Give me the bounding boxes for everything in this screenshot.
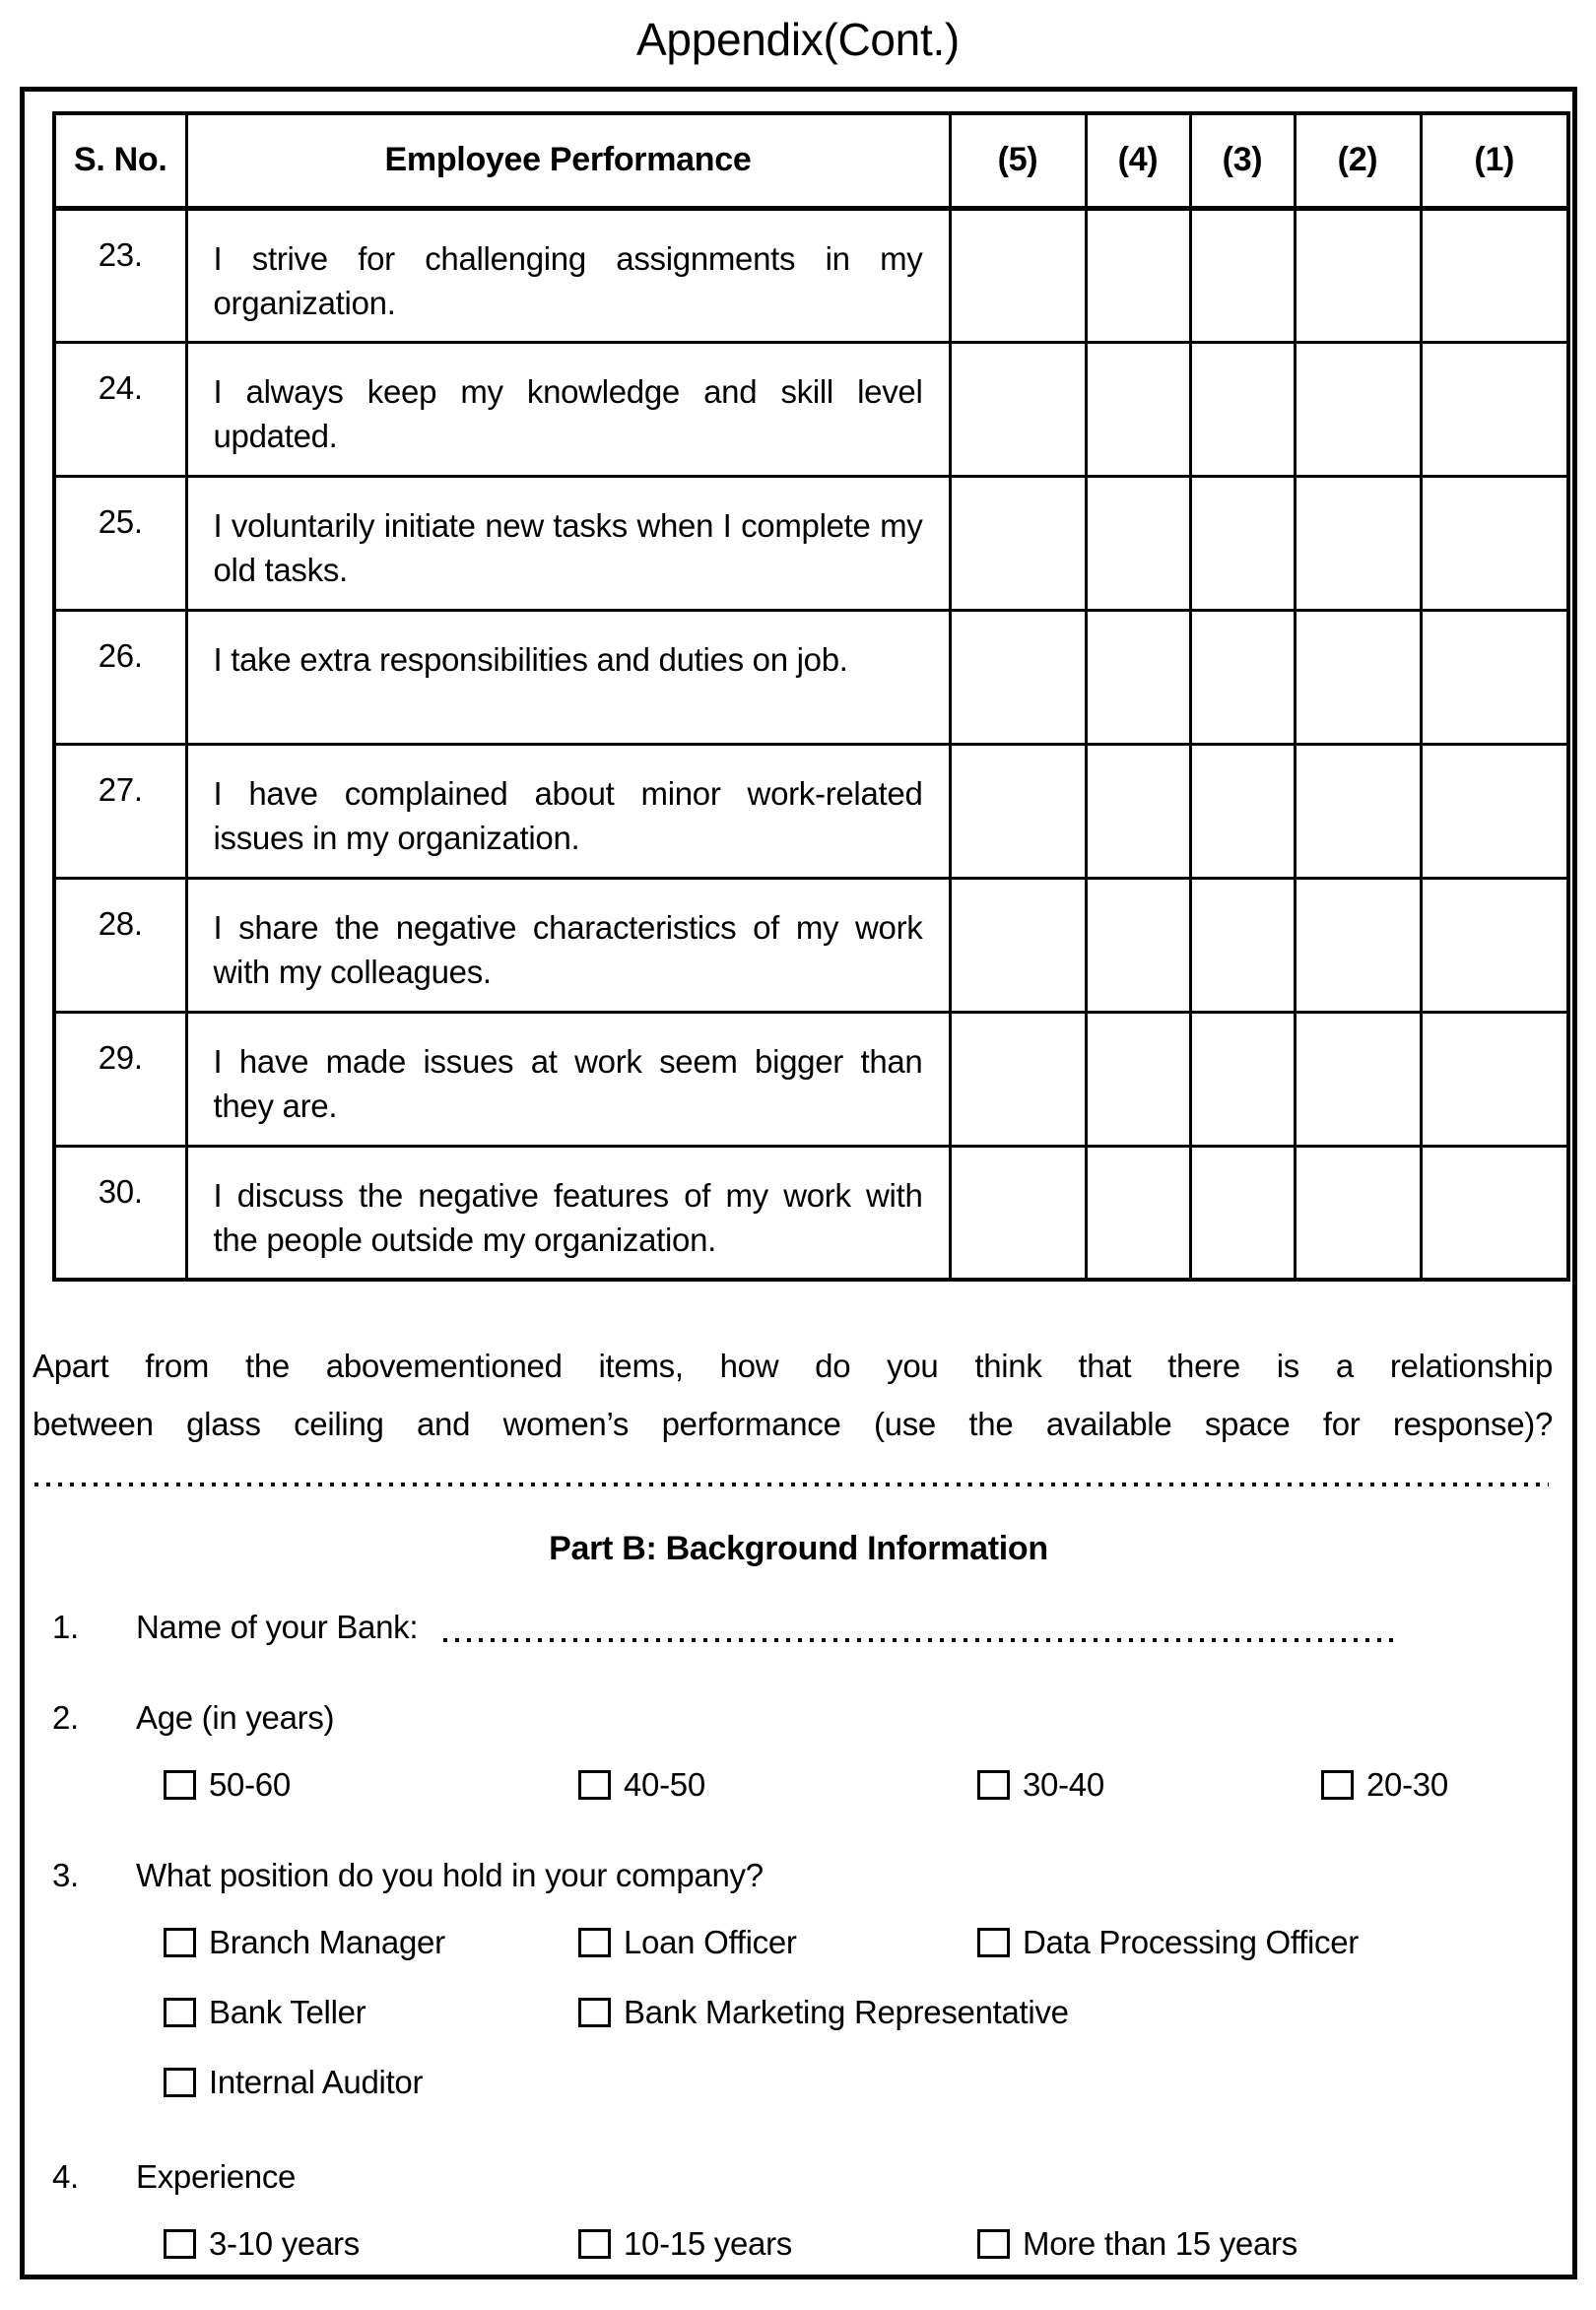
question-number: 4.: [52, 2158, 79, 2195]
rating-cell[interactable]: [1295, 208, 1421, 342]
row-statement: I voluntarily initiate new tasks when I complete my old tasks.: [186, 476, 950, 610]
row-statement: I have made issues at work seem bigger than they are.: [186, 1012, 950, 1146]
rating-cell[interactable]: [950, 208, 1086, 342]
option-label: Bank Teller: [209, 1994, 366, 2030]
page-frame: [20, 87, 1577, 2279]
rating-cell[interactable]: [1086, 208, 1190, 342]
row-number: 23.: [54, 208, 186, 342]
rating-cell[interactable]: [1086, 1146, 1190, 1280]
position-options-row-2: [164, 1990, 1553, 2035]
header-rating-4: (4): [1086, 113, 1190, 208]
option-bank-teller: [164, 1990, 578, 2035]
checkbox-50-60[interactable]: [164, 1770, 196, 1800]
header-statement: Employee Performance: [186, 113, 950, 208]
rating-cell[interactable]: [1421, 342, 1568, 476]
rating-cell[interactable]: [1295, 342, 1421, 476]
row-number: 28.: [54, 878, 186, 1012]
checkbox-3-10-years[interactable]: [164, 2229, 196, 2259]
rating-cell[interactable]: [1086, 878, 1190, 1012]
response-dotted-line[interactable]: [34, 1483, 1549, 1486]
part-b-heading: Part B: Background Information: [549, 1530, 1048, 1567]
checkbox-bank-teller[interactable]: [164, 1998, 196, 2027]
row-statement: I always keep my knowledge and skill level updated.: [186, 342, 950, 476]
table-row: [54, 342, 1568, 476]
question-age: [52, 1695, 1553, 1741]
open-question-line-2: between glass ceiling and women’s performance (use the available space for response)?: [33, 1406, 1553, 1442]
checkbox-40-50[interactable]: [578, 1770, 611, 1800]
checkbox-data-processing-officer[interactable]: [977, 1928, 1010, 1957]
position-options-row-1: [164, 1920, 1553, 1965]
checkbox-more-than-15-years[interactable]: [977, 2229, 1010, 2259]
question-number: 3.: [52, 1857, 79, 1893]
row-statement: I take extra responsibilities and duties on job.: [186, 610, 950, 744]
row-statement: I share the negative characteristics of my work with my colleagues.: [186, 878, 950, 1012]
rating-cell[interactable]: [1086, 1012, 1190, 1146]
option-branch-manager: [164, 1920, 578, 1965]
option-label: 10-15 years: [624, 2225, 792, 2262]
option-label: Bank Marketing Representative: [624, 1994, 1069, 2030]
rating-cell[interactable]: [1421, 878, 1568, 1012]
checkbox-branch-manager[interactable]: [164, 1928, 196, 1957]
table-row: [54, 208, 1568, 342]
question-label: Experience: [136, 2158, 297, 2195]
rating-cell[interactable]: [1190, 744, 1295, 878]
rating-cell[interactable]: [1421, 476, 1568, 610]
table-row: [54, 744, 1568, 878]
option-label: 30-40: [1023, 1766, 1104, 1803]
row-number: 25.: [54, 476, 186, 610]
rating-cell[interactable]: [1086, 610, 1190, 744]
rating-cell[interactable]: [1190, 878, 1295, 1012]
row-number: 29.: [54, 1012, 186, 1146]
option-label: Internal Auditor: [209, 2064, 424, 2100]
header-rating-2: (2): [1295, 113, 1421, 208]
checkbox-30-40[interactable]: [977, 1770, 1010, 1800]
table-header-row: [54, 113, 1568, 208]
option-data-processing-officer: [977, 1920, 1359, 1965]
option-label: Loan Officer: [624, 1924, 797, 1960]
performance-table: [52, 111, 1570, 1282]
rating-cell[interactable]: [950, 744, 1086, 878]
header-rating-1: (1): [1421, 113, 1568, 208]
rating-cell[interactable]: [950, 610, 1086, 744]
rating-cell[interactable]: [950, 1012, 1086, 1146]
question-label: Name of your Bank:: [136, 1609, 419, 1645]
rating-cell[interactable]: [1190, 1146, 1295, 1280]
checkbox-internal-auditor[interactable]: [164, 2068, 196, 2097]
table-row: [54, 1146, 1568, 1280]
row-statement: I discuss the negative features of my work with the people outside my organization.: [186, 1146, 950, 1280]
rating-cell[interactable]: [1295, 610, 1421, 744]
table-row: [54, 476, 1568, 610]
rating-cell[interactable]: [1295, 878, 1421, 1012]
rating-cell[interactable]: [1190, 1012, 1295, 1146]
row-number: 30.: [54, 1146, 186, 1280]
option-label: Branch Manager: [209, 1924, 445, 1960]
rating-cell[interactable]: [1295, 744, 1421, 878]
rating-cell[interactable]: [950, 878, 1086, 1012]
position-options-row-3: [164, 2060, 1553, 2105]
checkbox-bank-marketing-representative[interactable]: [578, 1998, 611, 2027]
rating-cell[interactable]: [1421, 208, 1568, 342]
option-10-15-years: [578, 2221, 977, 2267]
row-number: 26.: [54, 610, 186, 744]
bank-name-dotted-line[interactable]: [443, 1638, 1395, 1642]
table-row: [54, 1012, 1568, 1146]
question-number: 1.: [52, 1609, 79, 1645]
header-sno: S. No.: [54, 113, 186, 208]
question-number: 2.: [52, 1699, 79, 1736]
question-label: Age (in years): [136, 1699, 335, 1736]
question-position: [52, 1853, 1553, 1898]
rating-cell[interactable]: [1190, 342, 1295, 476]
rating-cell[interactable]: [1190, 476, 1295, 610]
table-row: [54, 610, 1568, 744]
option-label: Data Processing Officer: [1023, 1924, 1359, 1960]
rating-cell[interactable]: [1421, 1146, 1568, 1280]
option-loan-officer: [578, 1920, 977, 1965]
open-question: [33, 1337, 1553, 1453]
rating-cell[interactable]: [1190, 610, 1295, 744]
option-40-50: [578, 1762, 977, 1808]
row-statement: I strive for challenging assignments in my organization.: [186, 208, 950, 342]
rating-cell[interactable]: [1190, 208, 1295, 342]
option-20-30: [1321, 1762, 1448, 1808]
rating-cell[interactable]: [1086, 342, 1190, 476]
option-label: 40-50: [624, 1766, 705, 1803]
option-label: 50-60: [209, 1766, 291, 1803]
option-label: More than 15 years: [1023, 2225, 1297, 2262]
row-number: 27.: [54, 744, 186, 878]
header-rating-3: (3): [1190, 113, 1295, 208]
rating-cell[interactable]: [1421, 744, 1568, 878]
rating-cell[interactable]: [950, 342, 1086, 476]
rating-cell[interactable]: [1295, 476, 1421, 610]
rating-cell[interactable]: [950, 476, 1086, 610]
option-internal-auditor: [164, 2060, 423, 2105]
rating-cell[interactable]: [1421, 1012, 1568, 1146]
rating-cell[interactable]: [1086, 476, 1190, 610]
checkbox-10-15-years[interactable]: [578, 2229, 611, 2259]
question-experience: [52, 2154, 1553, 2200]
header-rating-5: (5): [950, 113, 1086, 208]
checkbox-loan-officer[interactable]: [578, 1928, 611, 1957]
rating-cell[interactable]: [1421, 610, 1568, 744]
question-bank-name: [52, 1605, 1553, 1650]
table-row: [54, 878, 1568, 1012]
option-label: 20-30: [1366, 1766, 1448, 1803]
rating-cell[interactable]: [1295, 1012, 1421, 1146]
checkbox-20-30[interactable]: [1321, 1770, 1354, 1800]
row-statement: I have complained about minor work-related issues in my organization.: [186, 744, 950, 878]
age-options-row: [164, 1762, 1553, 1808]
question-label: What position do you hold in your company?: [136, 1857, 764, 1893]
option-50-60: [164, 1762, 578, 1808]
page-title: Appendix(Cont.): [636, 14, 960, 65]
option-3-10-years: [164, 2221, 578, 2267]
rating-cell[interactable]: [1295, 1146, 1421, 1280]
option-more-than-15-years: [977, 2221, 1297, 2267]
experience-options-row: [164, 2221, 1553, 2267]
row-number: 24.: [54, 342, 186, 476]
option-30-40: [977, 1762, 1321, 1808]
option-label: 3-10 years: [209, 2225, 360, 2262]
rating-cell[interactable]: [1086, 744, 1190, 878]
option-bank-marketing-representative: [578, 1990, 1069, 2035]
rating-cell[interactable]: [950, 1146, 1086, 1280]
open-question-line-1: Apart from the abovementioned items, how do you think that there is a relationship: [33, 1348, 1553, 1384]
